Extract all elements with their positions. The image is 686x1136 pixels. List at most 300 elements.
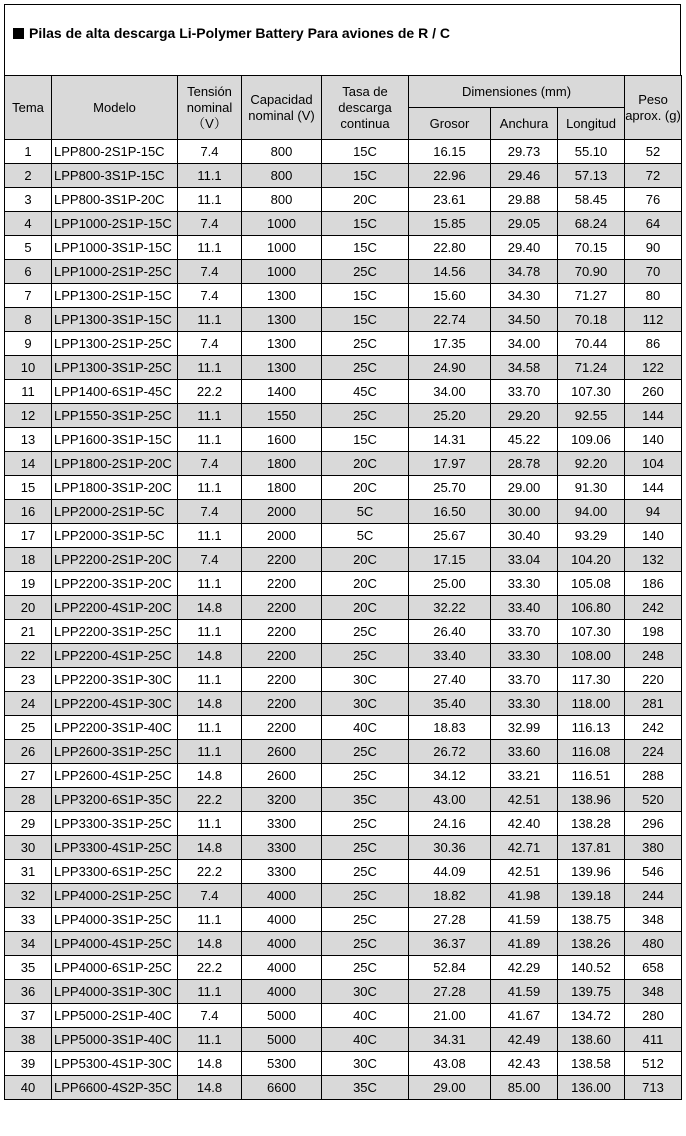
cell-rate: 15C xyxy=(322,428,409,452)
cell-item: 14 xyxy=(5,452,52,476)
cell-item: 8 xyxy=(5,308,52,332)
cell-model: LPP2000-3S1P-5C xyxy=(52,524,178,548)
cell-width: 29.88 xyxy=(491,188,558,212)
cell-weight: 122 xyxy=(625,356,682,380)
cell-length: 108.00 xyxy=(558,644,625,668)
cell-capacity: 2200 xyxy=(242,548,322,572)
cell-thickness: 17.15 xyxy=(409,548,491,572)
header-row xyxy=(5,76,682,108)
table-row xyxy=(5,620,682,644)
cell-weight: 281 xyxy=(625,692,682,716)
cell-item: 11 xyxy=(5,380,52,404)
cell-item: 12 xyxy=(5,404,52,428)
table-row xyxy=(5,980,682,1004)
cell-length: 139.75 xyxy=(558,980,625,1004)
table-row xyxy=(5,260,682,284)
table-row xyxy=(5,476,682,500)
table-row xyxy=(5,500,682,524)
cell-item: 18 xyxy=(5,548,52,572)
cell-weight: 144 xyxy=(625,476,682,500)
cell-length: 137.81 xyxy=(558,836,625,860)
cell-width: 42.51 xyxy=(491,860,558,884)
table-row xyxy=(5,1052,682,1076)
cell-weight: 280 xyxy=(625,1004,682,1028)
page-title: Pilas de alta descarga Li-Polymer Battery Para aviones de R / C xyxy=(29,25,450,41)
cell-voltage: 14.8 xyxy=(178,692,242,716)
table-row xyxy=(5,236,682,260)
cell-thickness: 26.72 xyxy=(409,740,491,764)
cell-rate: 15C xyxy=(322,140,409,164)
cell-voltage: 7.4 xyxy=(178,548,242,572)
table-row xyxy=(5,548,682,572)
cell-rate: 20C xyxy=(322,572,409,596)
cell-voltage: 11.1 xyxy=(178,476,242,500)
table-row xyxy=(5,140,682,164)
cell-capacity: 1800 xyxy=(242,476,322,500)
cell-voltage: 14.8 xyxy=(178,932,242,956)
cell-length: 139.18 xyxy=(558,884,625,908)
cell-model: LPP2200-2S1P-20C xyxy=(52,548,178,572)
cell-weight: 140 xyxy=(625,524,682,548)
cell-weight: 76 xyxy=(625,188,682,212)
cell-voltage: 11.1 xyxy=(178,404,242,428)
cell-weight: 480 xyxy=(625,932,682,956)
header-discharge-rate: Tasa de descarga continua xyxy=(322,76,409,140)
cell-width: 29.00 xyxy=(491,476,558,500)
cell-length: 116.08 xyxy=(558,740,625,764)
cell-model: LPP5000-2S1P-40C xyxy=(52,1004,178,1028)
cell-voltage: 11.1 xyxy=(178,812,242,836)
cell-thickness: 16.15 xyxy=(409,140,491,164)
cell-weight: 64 xyxy=(625,212,682,236)
cell-rate: 25C xyxy=(322,812,409,836)
cell-weight: 242 xyxy=(625,596,682,620)
cell-rate: 25C xyxy=(322,356,409,380)
table-row xyxy=(5,212,682,236)
cell-capacity: 3300 xyxy=(242,836,322,860)
cell-rate: 20C xyxy=(322,188,409,212)
cell-thickness: 14.56 xyxy=(409,260,491,284)
cell-length: 138.26 xyxy=(558,932,625,956)
cell-item: 15 xyxy=(5,476,52,500)
cell-item: 31 xyxy=(5,860,52,884)
cell-thickness: 27.40 xyxy=(409,668,491,692)
cell-model: LPP6600-4S2P-35C xyxy=(52,1076,178,1100)
cell-thickness: 22.80 xyxy=(409,236,491,260)
cell-voltage: 11.1 xyxy=(178,740,242,764)
table-row xyxy=(5,716,682,740)
cell-item: 17 xyxy=(5,524,52,548)
cell-model: LPP1300-3S1P-25C xyxy=(52,356,178,380)
cell-thickness: 24.90 xyxy=(409,356,491,380)
cell-model: LPP2200-3S1P-30C xyxy=(52,668,178,692)
cell-rate: 15C xyxy=(322,164,409,188)
table-row xyxy=(5,908,682,932)
cell-item: 28 xyxy=(5,788,52,812)
cell-item: 24 xyxy=(5,692,52,716)
cell-capacity: 2600 xyxy=(242,764,322,788)
cell-weight: 348 xyxy=(625,908,682,932)
cell-capacity: 6600 xyxy=(242,1076,322,1100)
title-row xyxy=(13,25,450,41)
cell-rate: 30C xyxy=(322,668,409,692)
cell-rate: 30C xyxy=(322,980,409,1004)
cell-item: 37 xyxy=(5,1004,52,1028)
cell-width: 34.58 xyxy=(491,356,558,380)
cell-thickness: 25.67 xyxy=(409,524,491,548)
cell-model: LPP2200-4S1P-25C xyxy=(52,644,178,668)
cell-rate: 40C xyxy=(322,1028,409,1052)
cell-voltage: 11.1 xyxy=(178,188,242,212)
cell-model: LPP1400-6S1P-45C xyxy=(52,380,178,404)
cell-item: 6 xyxy=(5,260,52,284)
cell-model: LPP5000-3S1P-40C xyxy=(52,1028,178,1052)
cell-rate: 20C xyxy=(322,596,409,620)
cell-capacity: 2200 xyxy=(242,596,322,620)
cell-voltage: 14.8 xyxy=(178,596,242,620)
cell-capacity: 2200 xyxy=(242,668,322,692)
cell-voltage: 11.1 xyxy=(178,620,242,644)
cell-weight: 288 xyxy=(625,764,682,788)
cell-model: LPP2600-4S1P-25C xyxy=(52,764,178,788)
cell-model: LPP3200-6S1P-35C xyxy=(52,788,178,812)
cell-rate: 30C xyxy=(322,692,409,716)
cell-voltage: 11.1 xyxy=(178,1028,242,1052)
table-row xyxy=(5,932,682,956)
cell-item: 35 xyxy=(5,956,52,980)
cell-rate: 45C xyxy=(322,380,409,404)
cell-length: 55.10 xyxy=(558,140,625,164)
cell-rate: 25C xyxy=(322,644,409,668)
cell-voltage: 11.1 xyxy=(178,524,242,548)
cell-capacity: 2200 xyxy=(242,620,322,644)
cell-voltage: 11.1 xyxy=(178,668,242,692)
table-row xyxy=(5,1004,682,1028)
cell-length: 117.30 xyxy=(558,668,625,692)
table-row xyxy=(5,812,682,836)
cell-capacity: 1000 xyxy=(242,236,322,260)
cell-length: 106.80 xyxy=(558,596,625,620)
cell-model: LPP800-3S1P-20C xyxy=(52,188,178,212)
cell-voltage: 7.4 xyxy=(178,212,242,236)
cell-model: LPP1800-2S1P-20C xyxy=(52,452,178,476)
cell-thickness: 22.74 xyxy=(409,308,491,332)
cell-thickness: 17.97 xyxy=(409,452,491,476)
cell-model: LPP2000-2S1P-5C xyxy=(52,500,178,524)
cell-width: 42.49 xyxy=(491,1028,558,1052)
cell-capacity: 2000 xyxy=(242,500,322,524)
cell-rate: 40C xyxy=(322,716,409,740)
cell-weight: 52 xyxy=(625,140,682,164)
cell-rate: 25C xyxy=(322,404,409,428)
cell-thickness: 24.16 xyxy=(409,812,491,836)
cell-width: 34.50 xyxy=(491,308,558,332)
cell-voltage: 14.8 xyxy=(178,1076,242,1100)
cell-width: 41.98 xyxy=(491,884,558,908)
cell-capacity: 1400 xyxy=(242,380,322,404)
cell-length: 70.90 xyxy=(558,260,625,284)
cell-rate: 15C xyxy=(322,212,409,236)
cell-length: 94.00 xyxy=(558,500,625,524)
cell-voltage: 11.1 xyxy=(178,428,242,452)
cell-weight: 713 xyxy=(625,1076,682,1100)
table-row xyxy=(5,188,682,212)
cell-weight: 244 xyxy=(625,884,682,908)
cell-item: 10 xyxy=(5,356,52,380)
cell-width: 29.73 xyxy=(491,140,558,164)
table-row xyxy=(5,692,682,716)
cell-voltage: 11.1 xyxy=(178,164,242,188)
cell-item: 2 xyxy=(5,164,52,188)
cell-length: 116.13 xyxy=(558,716,625,740)
cell-width: 32.99 xyxy=(491,716,558,740)
table-row xyxy=(5,332,682,356)
cell-weight: 132 xyxy=(625,548,682,572)
cell-width: 41.67 xyxy=(491,1004,558,1028)
cell-model: LPP4000-6S1P-25C xyxy=(52,956,178,980)
cell-thickness: 35.40 xyxy=(409,692,491,716)
header-capacity: Capacidad nominal (V) xyxy=(242,76,322,140)
cell-voltage: 11.1 xyxy=(178,980,242,1004)
table-row xyxy=(5,404,682,428)
cell-model: LPP2200-4S1P-30C xyxy=(52,692,178,716)
cell-voltage: 7.4 xyxy=(178,284,242,308)
cell-capacity: 2200 xyxy=(242,644,322,668)
cell-length: 136.00 xyxy=(558,1076,625,1100)
cell-weight: 248 xyxy=(625,644,682,668)
cell-width: 29.05 xyxy=(491,212,558,236)
cell-voltage: 14.8 xyxy=(178,764,242,788)
cell-weight: 144 xyxy=(625,404,682,428)
cell-rate: 15C xyxy=(322,284,409,308)
cell-voltage: 11.1 xyxy=(178,236,242,260)
cell-rate: 25C xyxy=(322,836,409,860)
cell-model: LPP2200-3S1P-40C xyxy=(52,716,178,740)
cell-length: 138.60 xyxy=(558,1028,625,1052)
cell-item: 19 xyxy=(5,572,52,596)
cell-model: LPP1300-2S1P-25C xyxy=(52,332,178,356)
table-row xyxy=(5,884,682,908)
cell-weight: 520 xyxy=(625,788,682,812)
cell-length: 71.27 xyxy=(558,284,625,308)
cell-capacity: 3300 xyxy=(242,812,322,836)
cell-voltage: 22.2 xyxy=(178,788,242,812)
cell-capacity: 1300 xyxy=(242,308,322,332)
cell-model: LPP2200-3S1P-25C xyxy=(52,620,178,644)
cell-thickness: 29.00 xyxy=(409,1076,491,1100)
cell-capacity: 4000 xyxy=(242,956,322,980)
cell-weight: 546 xyxy=(625,860,682,884)
cell-length: 107.30 xyxy=(558,380,625,404)
table-row xyxy=(5,428,682,452)
cell-length: 58.45 xyxy=(558,188,625,212)
cell-capacity: 4000 xyxy=(242,932,322,956)
cell-width: 28.78 xyxy=(491,452,558,476)
cell-model: LPP1000-2S1P-15C xyxy=(52,212,178,236)
cell-weight: 242 xyxy=(625,716,682,740)
cell-item: 25 xyxy=(5,716,52,740)
cell-length: 116.51 xyxy=(558,764,625,788)
cell-thickness: 33.40 xyxy=(409,644,491,668)
cell-rate: 25C xyxy=(322,620,409,644)
header-weight: Peso aprox. (g) xyxy=(625,76,682,140)
cell-length: 57.13 xyxy=(558,164,625,188)
cell-rate: 25C xyxy=(322,332,409,356)
cell-voltage: 11.1 xyxy=(178,908,242,932)
cell-length: 140.52 xyxy=(558,956,625,980)
cell-thickness: 27.28 xyxy=(409,980,491,1004)
table-row xyxy=(5,788,682,812)
cell-model: LPP3300-3S1P-25C xyxy=(52,812,178,836)
cell-voltage: 22.2 xyxy=(178,860,242,884)
cell-capacity: 800 xyxy=(242,140,322,164)
cell-rate: 25C xyxy=(322,932,409,956)
cell-weight: 94 xyxy=(625,500,682,524)
cell-weight: 140 xyxy=(625,428,682,452)
cell-voltage: 7.4 xyxy=(178,500,242,524)
cell-width: 29.40 xyxy=(491,236,558,260)
cell-thickness: 27.28 xyxy=(409,908,491,932)
cell-weight: 658 xyxy=(625,956,682,980)
cell-width: 34.30 xyxy=(491,284,558,308)
cell-item: 7 xyxy=(5,284,52,308)
cell-width: 45.22 xyxy=(491,428,558,452)
table-row xyxy=(5,1028,682,1052)
cell-thickness: 44.09 xyxy=(409,860,491,884)
cell-model: LPP1300-3S1P-15C xyxy=(52,308,178,332)
cell-weight: 348 xyxy=(625,980,682,1004)
cell-model: LPP1550-3S1P-25C xyxy=(52,404,178,428)
cell-thickness: 21.00 xyxy=(409,1004,491,1028)
cell-thickness: 18.83 xyxy=(409,716,491,740)
cell-item: 3 xyxy=(5,188,52,212)
cell-voltage: 11.1 xyxy=(178,716,242,740)
cell-weight: 411 xyxy=(625,1028,682,1052)
cell-length: 107.30 xyxy=(558,620,625,644)
cell-width: 30.40 xyxy=(491,524,558,548)
cell-capacity: 2000 xyxy=(242,524,322,548)
cell-thickness: 25.20 xyxy=(409,404,491,428)
cell-capacity: 1600 xyxy=(242,428,322,452)
cell-weight: 220 xyxy=(625,668,682,692)
cell-item: 29 xyxy=(5,812,52,836)
cell-rate: 20C xyxy=(322,452,409,476)
cell-capacity: 800 xyxy=(242,164,322,188)
table-row xyxy=(5,284,682,308)
cell-width: 33.70 xyxy=(491,668,558,692)
header-item: Tema xyxy=(5,76,52,140)
cell-capacity: 3200 xyxy=(242,788,322,812)
cell-item: 4 xyxy=(5,212,52,236)
cell-capacity: 1300 xyxy=(242,332,322,356)
table-row xyxy=(5,596,682,620)
cell-voltage: 14.8 xyxy=(178,836,242,860)
cell-capacity: 4000 xyxy=(242,884,322,908)
cell-rate: 5C xyxy=(322,500,409,524)
cell-weight: 112 xyxy=(625,308,682,332)
table-row xyxy=(5,452,682,476)
cell-length: 138.75 xyxy=(558,908,625,932)
cell-width: 42.51 xyxy=(491,788,558,812)
cell-width: 33.40 xyxy=(491,596,558,620)
cell-rate: 15C xyxy=(322,308,409,332)
cell-width: 33.60 xyxy=(491,740,558,764)
cell-thickness: 26.40 xyxy=(409,620,491,644)
cell-length: 138.58 xyxy=(558,1052,625,1076)
cell-item: 40 xyxy=(5,1076,52,1100)
cell-item: 21 xyxy=(5,620,52,644)
cell-item: 34 xyxy=(5,932,52,956)
cell-voltage: 7.4 xyxy=(178,452,242,476)
cell-rate: 35C xyxy=(322,1076,409,1100)
cell-item: 38 xyxy=(5,1028,52,1052)
table-row xyxy=(5,572,682,596)
cell-length: 92.55 xyxy=(558,404,625,428)
cell-model: LPP4000-4S1P-25C xyxy=(52,932,178,956)
cell-item: 32 xyxy=(5,884,52,908)
table-row xyxy=(5,356,682,380)
cell-weight: 104 xyxy=(625,452,682,476)
cell-weight: 72 xyxy=(625,164,682,188)
cell-rate: 25C xyxy=(322,260,409,284)
cell-capacity: 2200 xyxy=(242,692,322,716)
cell-model: LPP1000-3S1P-15C xyxy=(52,236,178,260)
cell-thickness: 15.85 xyxy=(409,212,491,236)
cell-capacity: 800 xyxy=(242,188,322,212)
cell-model: LPP800-2S1P-15C xyxy=(52,140,178,164)
cell-item: 33 xyxy=(5,908,52,932)
cell-length: 70.15 xyxy=(558,236,625,260)
cell-voltage: 11.1 xyxy=(178,572,242,596)
cell-length: 139.96 xyxy=(558,860,625,884)
cell-width: 33.04 xyxy=(491,548,558,572)
cell-voltage: 7.4 xyxy=(178,140,242,164)
cell-width: 42.43 xyxy=(491,1052,558,1076)
cell-weight: 380 xyxy=(625,836,682,860)
cell-capacity: 2200 xyxy=(242,572,322,596)
cell-thickness: 30.36 xyxy=(409,836,491,860)
cell-width: 29.20 xyxy=(491,404,558,428)
header-dimensions: Dimensiones (mm) xyxy=(409,76,625,108)
header-width: Anchura xyxy=(491,108,558,140)
cell-length: 93.29 xyxy=(558,524,625,548)
table-row xyxy=(5,524,682,548)
table-row xyxy=(5,860,682,884)
table-body xyxy=(5,140,682,1100)
cell-voltage: 7.4 xyxy=(178,332,242,356)
cell-thickness: 34.31 xyxy=(409,1028,491,1052)
cell-item: 16 xyxy=(5,500,52,524)
cell-weight: 296 xyxy=(625,812,682,836)
battery-spec-table xyxy=(4,75,682,1100)
header-voltage: Tensión nominal （V） xyxy=(178,76,242,140)
table-row xyxy=(5,668,682,692)
cell-thickness: 34.00 xyxy=(409,380,491,404)
cell-voltage: 11.1 xyxy=(178,308,242,332)
header-thickness: Grosor xyxy=(409,108,491,140)
cell-weight: 70 xyxy=(625,260,682,284)
cell-capacity: 5000 xyxy=(242,1004,322,1028)
header-model: Modelo xyxy=(52,76,178,140)
cell-item: 1 xyxy=(5,140,52,164)
cell-item: 20 xyxy=(5,596,52,620)
cell-width: 41.89 xyxy=(491,932,558,956)
table-row xyxy=(5,740,682,764)
cell-width: 33.70 xyxy=(491,620,558,644)
cell-weight: 512 xyxy=(625,1052,682,1076)
cell-capacity: 1800 xyxy=(242,452,322,476)
cell-rate: 20C xyxy=(322,476,409,500)
